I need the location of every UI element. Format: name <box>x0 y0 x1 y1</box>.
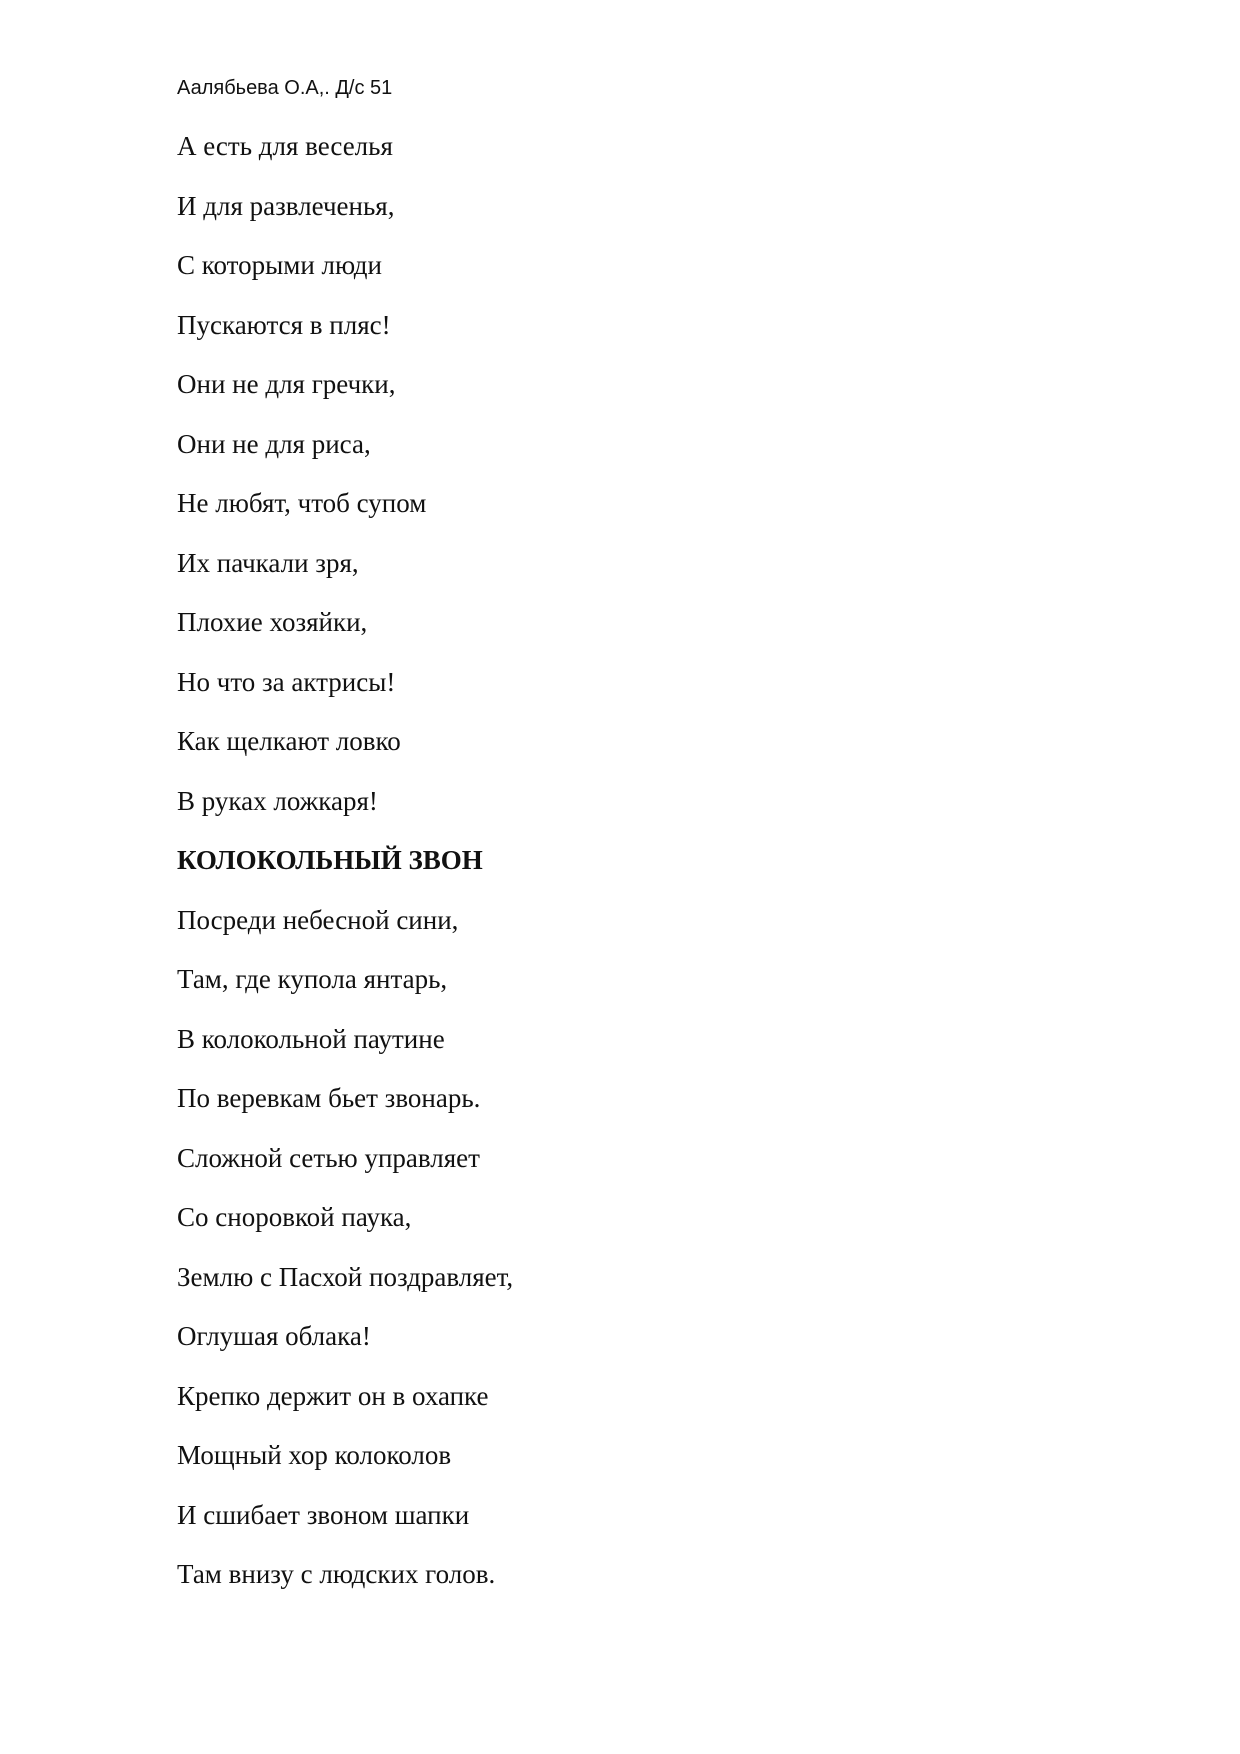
poem-line: Они не для гречки, <box>177 369 396 399</box>
poem-line: Сложной сетью управляет <box>177 1142 480 1173</box>
poem-body <box>177 126 513 1614</box>
poem-line: Крепко держит он в охапке <box>177 1380 489 1411</box>
poem-line: В руках ложкаря! <box>177 785 378 816</box>
poem-spoons <box>177 126 513 840</box>
poem-line: Со сноровкой паука, <box>177 1202 412 1232</box>
poem-line: А есть для веселья <box>177 131 393 161</box>
poem-line: И сшибает звоном шапки <box>177 1499 470 1530</box>
poem-line: Плохие хозяйки, <box>177 607 368 637</box>
poem-line: Пускаются в пляс! <box>177 309 391 340</box>
poem-line: Они не для риса, <box>177 428 371 459</box>
poem-bell-ringing <box>177 840 513 1614</box>
poem-line: Как щелкают ловко <box>177 726 401 756</box>
poem-line: Посреди небесной сини, <box>177 904 459 935</box>
poem-line: В колокольной паутине <box>177 1023 445 1054</box>
poem-line: Но что за актрисы! <box>177 666 396 697</box>
poem-line: По веревкам бьет звонарь. <box>177 1083 481 1113</box>
poem-title: КОЛОКОЛЬНЫЙ ЗВОН <box>177 845 483 875</box>
poem-line: Их пачкали зря, <box>177 547 359 578</box>
author-header: Аалябьева О.А,. Д/с 51 <box>177 77 393 99</box>
poem-line: Там внизу с людских голов. <box>177 1559 496 1589</box>
poem-line: И для развлеченья, <box>177 190 395 221</box>
poem-line: С которыми люди <box>177 250 382 280</box>
poem-line: Там, где купола янтарь, <box>177 964 448 994</box>
poem-line: Землю с Пасхой поздравляет, <box>177 1261 514 1292</box>
poem-line: Оглушая облака! <box>177 1321 371 1351</box>
poem-line: Мощный хор колоколов <box>177 1440 452 1470</box>
poem-line: Не любят, чтоб супом <box>177 488 427 518</box>
